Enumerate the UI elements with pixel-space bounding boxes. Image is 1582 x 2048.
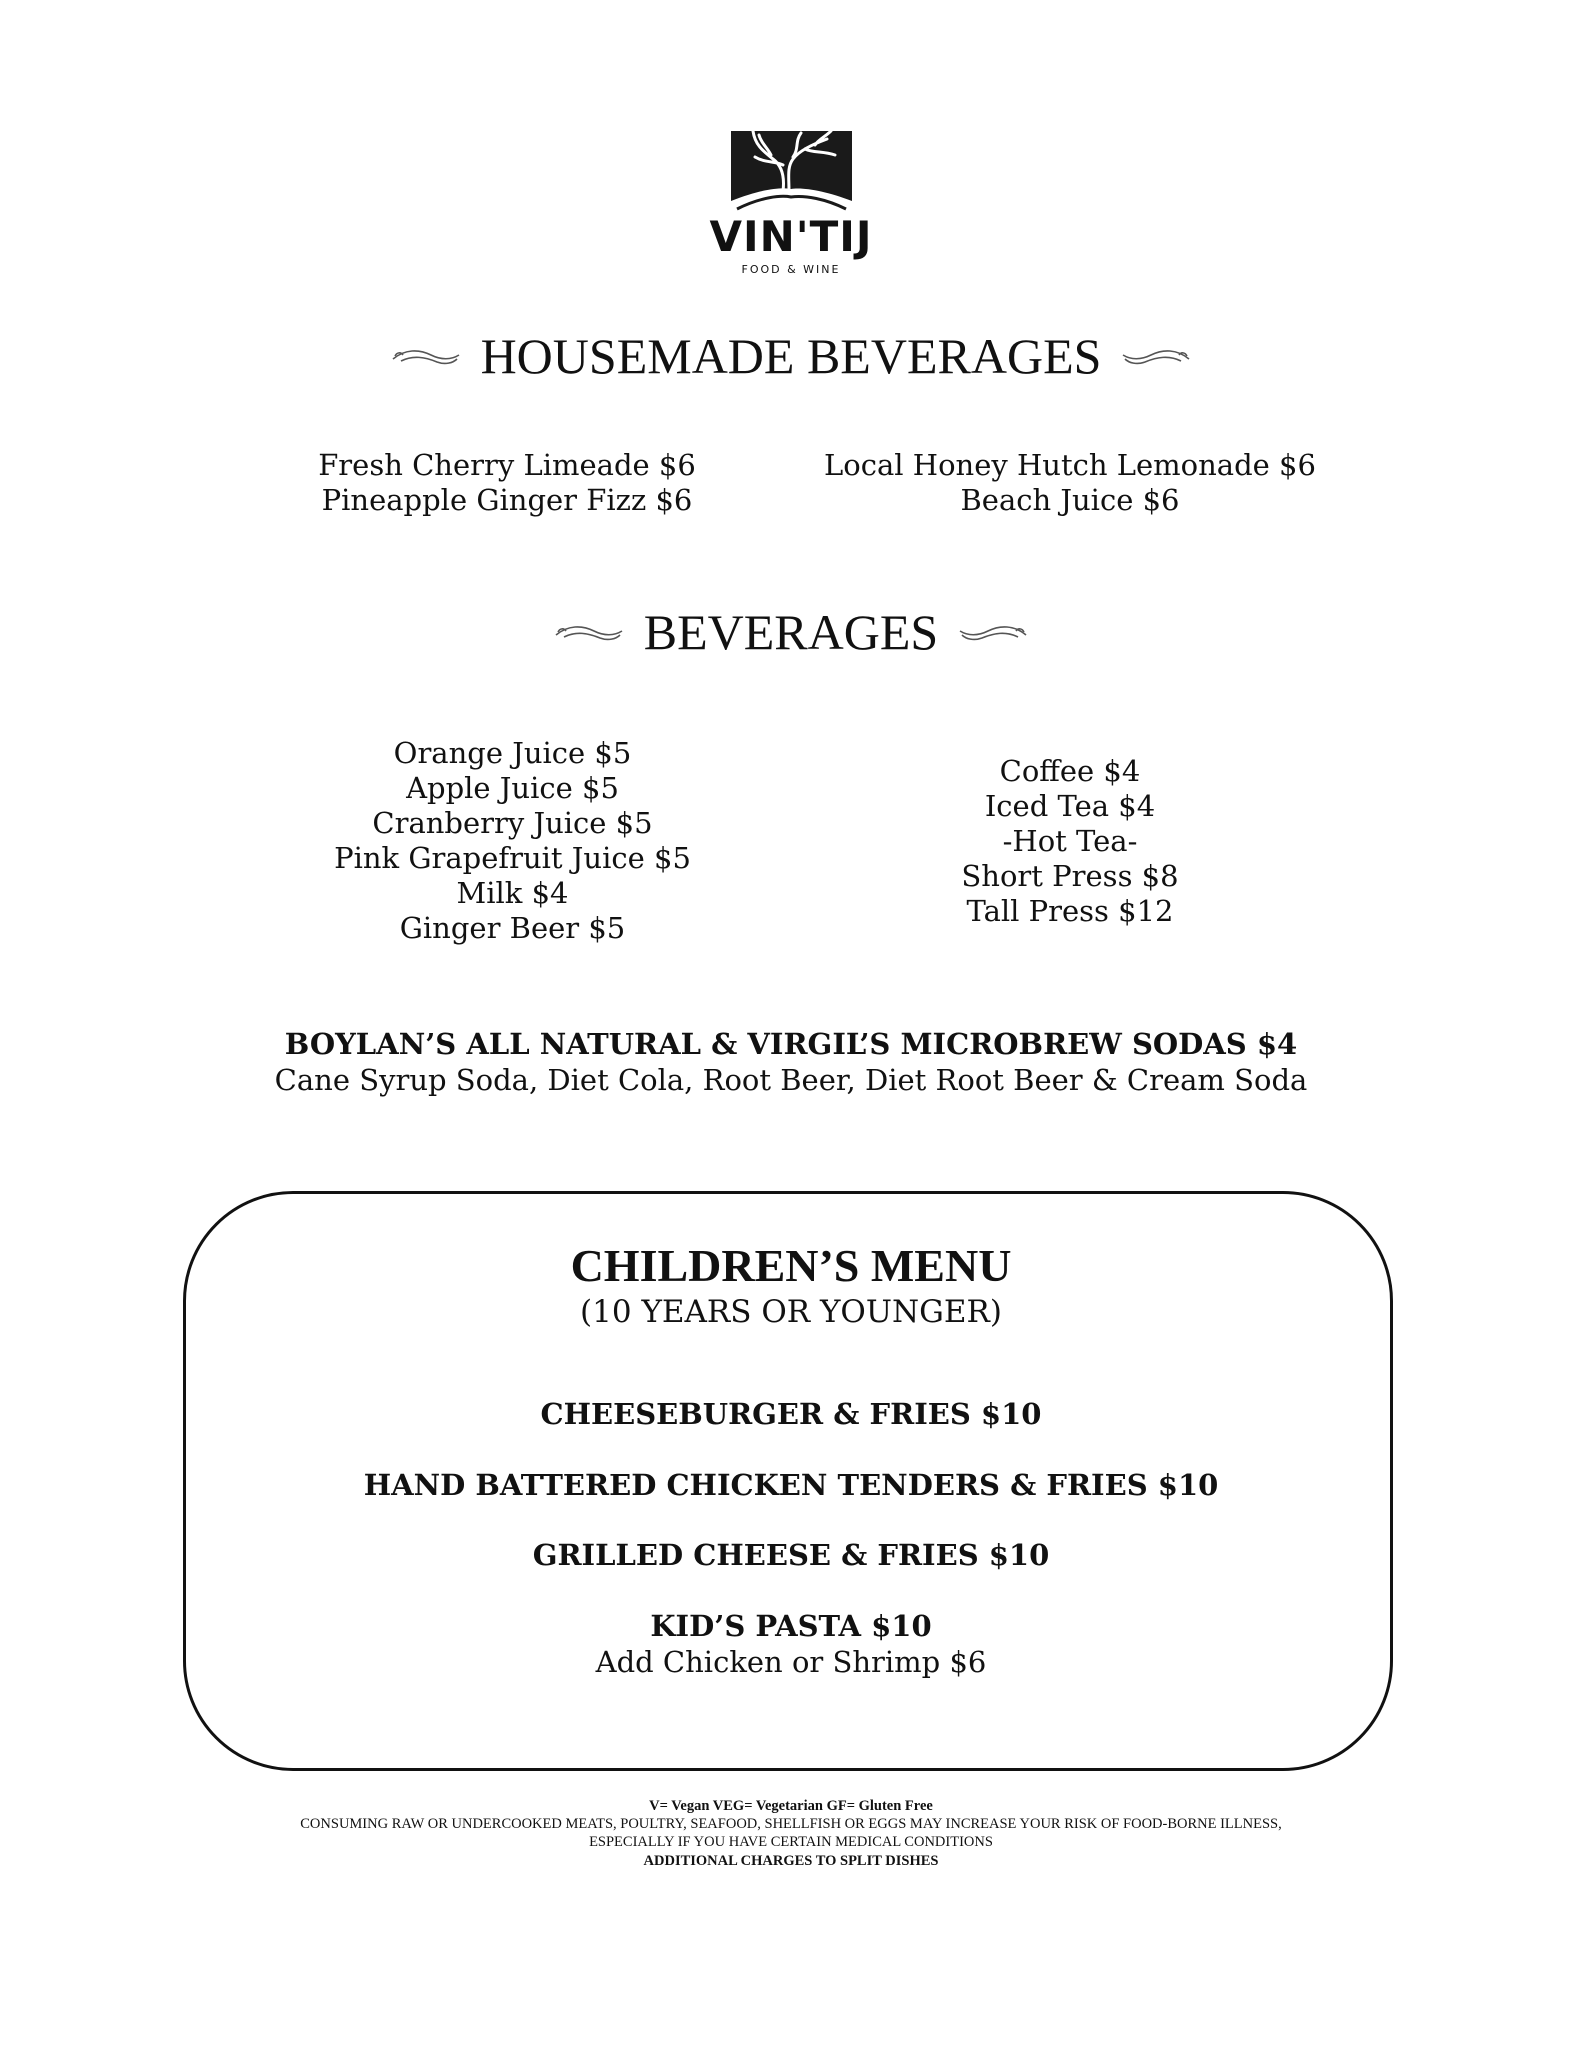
list-item: Iced Tea $4	[984, 789, 1156, 823]
kids-item: CHEESEBURGER & FRIES $10	[540, 1397, 1042, 1431]
kids-item: KID’S PASTA $10	[650, 1609, 932, 1643]
flourish-left-icon	[554, 619, 624, 645]
list-item: Ginger Beer $5	[399, 911, 626, 945]
list-item: Beach Juice $6	[960, 483, 1180, 517]
logo-tree-mark	[731, 131, 852, 213]
list-item: Fresh Cherry Limeade $6	[318, 448, 696, 482]
sodas-title: BOYLAN’S ALL NATURAL & VIRGIL’S MICROBREW SODAS $4	[284, 1027, 1298, 1061]
beverages-right-list	[870, 754, 1270, 929]
flourish-left-icon	[391, 343, 461, 369]
kids-item: GRILLED CHEESE & FRIES $10	[532, 1538, 1050, 1572]
housemade-right-list	[820, 448, 1320, 518]
list-item: Orange Juice $5	[393, 736, 632, 770]
list-item: Short Press $8	[961, 859, 1179, 893]
childrens-menu-title: CHILDREN’S MENU	[570, 1240, 1012, 1291]
beverages-title: BEVERAGES	[643, 604, 939, 660]
list-item: Pink Grapefruit Juice $5	[334, 841, 691, 875]
housemade-title: HOUSEMADE BEVERAGES	[480, 328, 1102, 384]
split-dishes-note: ADDITIONAL CHARGES TO SPLIT DISHES	[643, 1853, 939, 1869]
list-item: Cranberry Juice $5	[372, 806, 653, 840]
food-warning-line-1: CONSUMING RAW OR UNDERCOOKED MEATS, POULTRY, SEAFOOD, SHELLFISH OR EGGS MAY INCREASE YOUR RISK OF FOOD-BORNE ILLNESS,	[300, 1816, 1282, 1832]
logo-tagline: FOOD & WINE	[741, 263, 841, 276]
housemade-heading	[0, 326, 1582, 386]
list-item: Apple Juice $5	[406, 771, 619, 805]
list-item: Pineapple Ginger Fizz $6	[321, 483, 693, 517]
dietary-legend: V= Vegan VEG= Vegetarian GF= Gluten Free	[649, 1798, 933, 1814]
logo-wordmark: VIN'TIJ	[709, 212, 873, 261]
beverages-left-list	[290, 736, 735, 946]
flourish-right-icon	[958, 619, 1028, 645]
list-item: Coffee $4	[999, 754, 1141, 788]
food-warning-line-2: ESPECIALLY IF YOU HAVE CERTAIN MEDICAL CONDITIONS	[589, 1834, 993, 1850]
childrens-menu-subtitle: (10 YEARS OR YOUNGER)	[580, 1294, 1002, 1330]
flourish-right-icon	[1121, 343, 1191, 369]
kids-item: HAND BATTERED CHICKEN TENDERS & FRIES $10	[363, 1468, 1219, 1502]
sodas-items: Cane Syrup Soda, Diet Cola, Root Beer, Diet Root Beer & Cream Soda	[274, 1063, 1308, 1097]
list-item: Milk $4	[456, 876, 569, 910]
list-item: -Hot Tea-	[1002, 824, 1138, 858]
list-item: Tall Press $12	[966, 894, 1174, 928]
list-item: Local Honey Hutch Lemonade $6	[824, 448, 1316, 482]
beverages-heading	[0, 602, 1582, 662]
housemade-left-list	[300, 448, 714, 518]
kids-pasta-addon: Add Chicken or Shrimp $6	[595, 1645, 987, 1679]
